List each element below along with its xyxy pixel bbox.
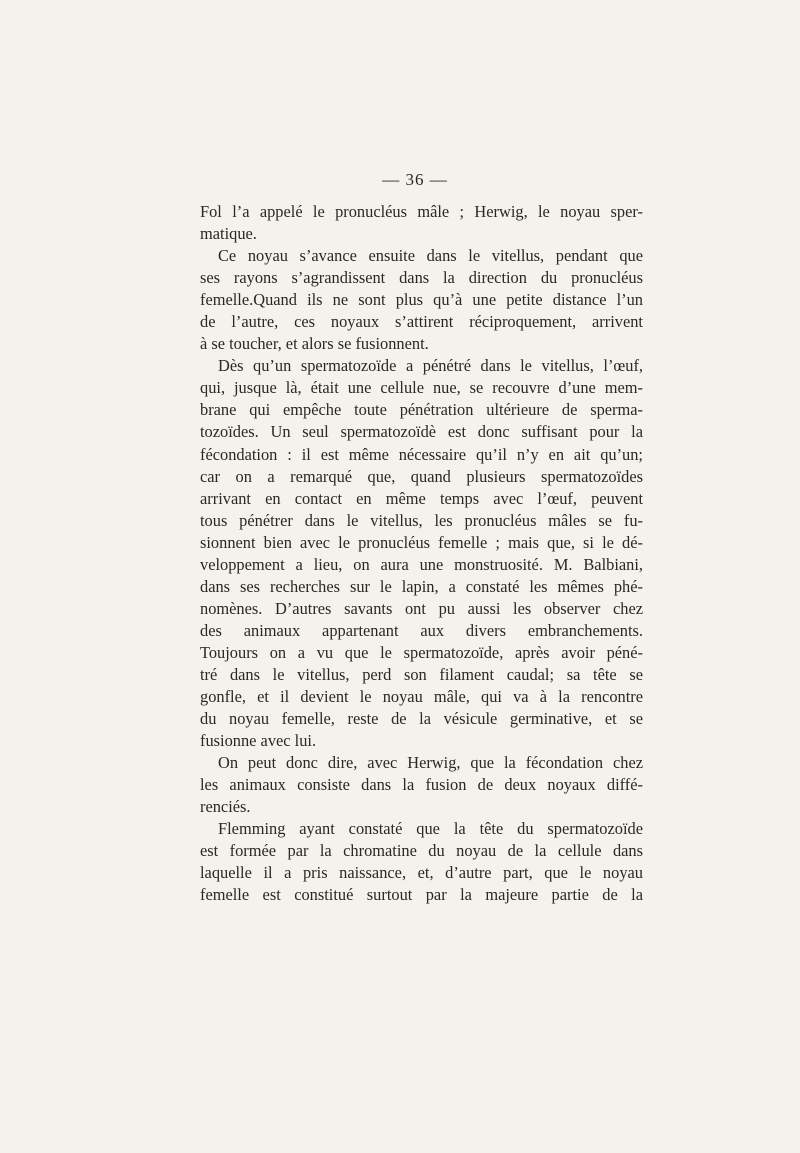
text-line: tous pénétrer dans le vitellus, les pronucléus mâles se fu-	[200, 510, 643, 530]
body-text	[200, 201, 643, 907]
text-line: fusionne avec lui.	[200, 731, 317, 751]
text-line: On peut donc dire, avec Herwig, que la fécondation chez	[218, 753, 643, 773]
text-line: les animaux consiste dans la fusion de deux noyaux diffé-	[200, 775, 643, 795]
text-line: Toujours on a vu que le spermatozoïde, après avoir péné-	[200, 642, 643, 662]
text-line: tozoïdes. Un seul spermatozoïdè est donc suffisant pour la	[200, 422, 643, 442]
text-line: laquelle il a pris naissance, et, d’autre part, que le noyau	[200, 863, 643, 883]
text-line: de l’autre, ces noyaux s’attirent réciproquement, arrivent	[200, 312, 643, 332]
text-line: gonfle, et il devient le noyau mâle, qui va à la rencontre	[200, 687, 643, 707]
text-line: fécondation : il est même nécessaire qu’il n’y en ait qu’un;	[200, 444, 643, 464]
text-line: tré dans le vitellus, perd son filament caudal; sa tête se	[200, 664, 643, 684]
text-line: Ce noyau s’avance ensuite dans le vitellus, pendant que	[218, 246, 643, 266]
text-line: Fol l’a appelé le pronucléus mâle ; Herwig, le noyau sper-	[200, 202, 643, 221]
text-line: du noyau femelle, reste de la vésicule germinative, et se	[200, 709, 643, 729]
text-line: femelle est constitué surtout par la majeure partie de la	[200, 885, 643, 905]
text-line: Flemming ayant constaté que la tête du spermatozoïde	[218, 819, 643, 839]
text-line: car on a remarqué que, quand plusieurs spermatozoïdes	[200, 466, 643, 486]
text-line: femelle.Quand ils ne sont plus qu’à une petite distance l’un	[200, 290, 643, 310]
text-line: ses rayons s’agrandissent dans la direction du pronucléus	[200, 268, 643, 288]
text-line: Dès qu’un spermatozoïde a pénétré dans le vitellus, l’œuf,	[218, 356, 643, 376]
text-line: des animaux appartenant aux divers embranchements.	[200, 620, 643, 640]
text-line: sionnent bien avec le pronucléus femelle ; mais que, si le dé-	[200, 532, 643, 552]
text-line: à se toucher, et alors se fusionnent.	[200, 334, 429, 354]
text-line: dans ses recherches sur le lapin, a constaté les mêmes phé-	[200, 576, 643, 596]
text-line: veloppement a lieu, on aura une monstruosité. M. Balbiani,	[200, 554, 643, 574]
text-line: matique.	[200, 224, 257, 244]
text-line: renciés.	[200, 797, 251, 817]
text-line: qui, jusque là, était une cellule nue, se recouvre d’une mem-	[200, 378, 643, 398]
text-line: nomènes. D’autres savants ont pu aussi les observer chez	[200, 598, 643, 618]
text-line: arrivant en contact en même temps avec l’œuf, peuvent	[200, 488, 643, 508]
page-number: — 36 —	[382, 170, 448, 189]
text-line: est formée par la chromatine du noyau de la cellule dans	[200, 841, 643, 861]
text-line: brane qui empêche toute pénétration ultérieure de sperma-	[200, 400, 643, 420]
